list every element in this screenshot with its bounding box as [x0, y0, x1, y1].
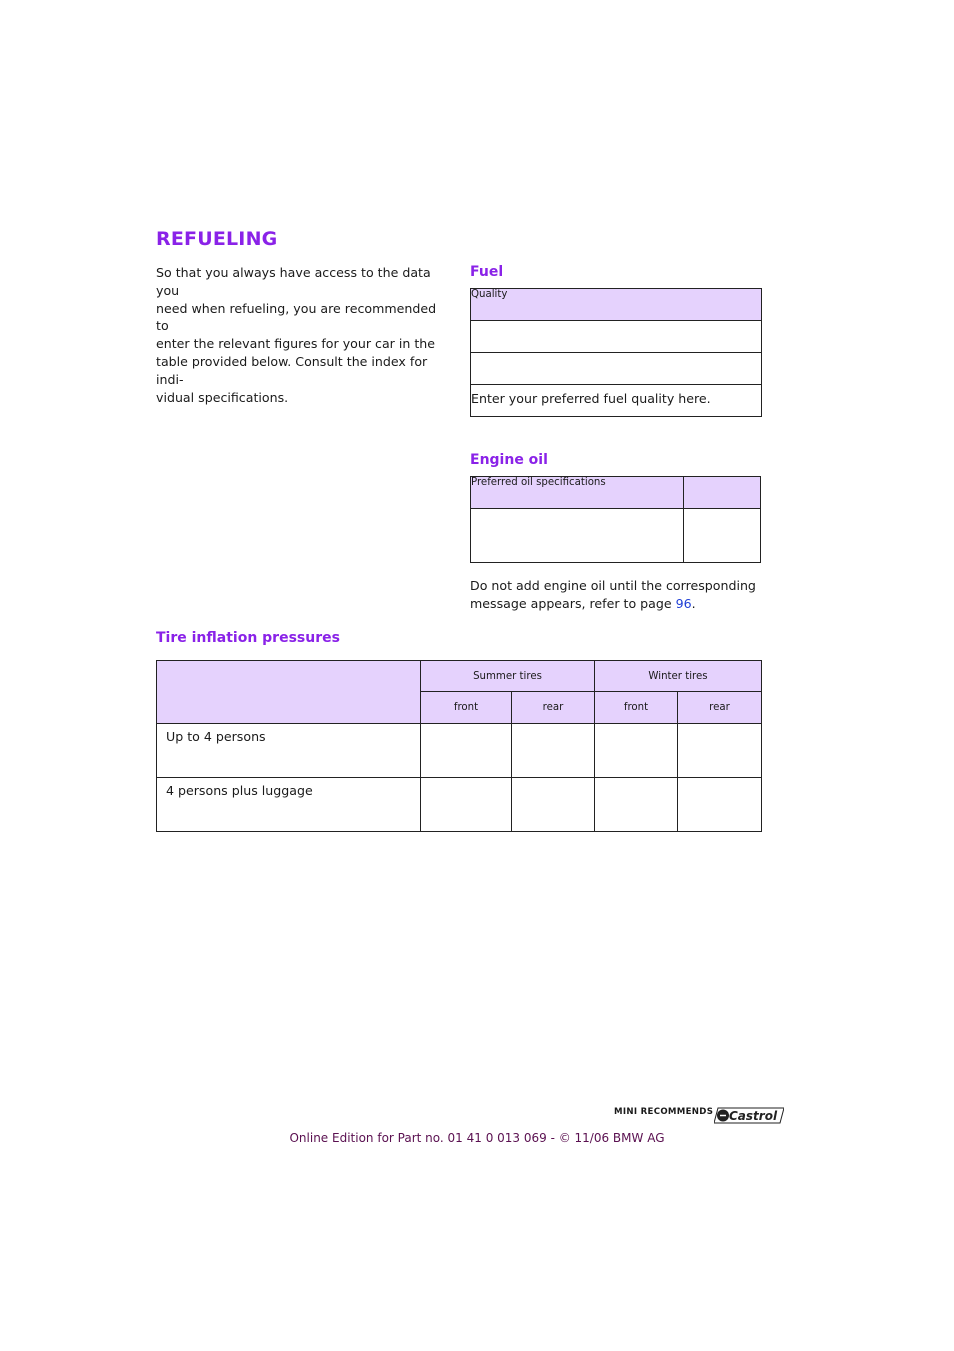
edition-text: Online Edition for Part no. 01 41 0 013 069 - © 11/06 BMW AG [289, 1131, 665, 1145]
intro-line: need when refueling, you are recommended to [156, 300, 437, 334]
subheader-summer-front: front [421, 692, 512, 724]
tire-pressure-table [156, 660, 762, 832]
fuel-heading: Fuel [470, 264, 504, 280]
castrol-logo-text: Castrol [729, 1109, 778, 1123]
page-link[interactable]: 96 [675, 595, 692, 611]
value-cell[interactable] [421, 724, 512, 778]
oil-header-specifications: Preferred oil specifications [471, 477, 684, 509]
fuel-row-preferred-quality[interactable]: Enter your preferred fuel quality here. [471, 385, 762, 417]
value-cell[interactable] [595, 724, 678, 778]
engine-oil-note [470, 577, 770, 613]
intro-line: table provided below. Consult the index for indi- [156, 353, 428, 387]
note-line: Do not add engine oil until the corresponding [470, 578, 756, 593]
fuel-row[interactable] [471, 353, 762, 385]
intro-line: enter the relevant figures for your car in the [156, 336, 435, 352]
tires-heading: Tire inflation pressures [156, 630, 340, 646]
value-cell[interactable] [678, 724, 762, 778]
fuel-row[interactable] [471, 321, 762, 353]
note-period: . [691, 595, 696, 611]
intro-line: So that you always have access to the data you [156, 265, 431, 298]
fuel-header-quality: Quality [471, 289, 762, 321]
subheader-winter-rear: rear [678, 692, 762, 724]
header-winter-tires: Winter tires [595, 661, 762, 692]
header-summer-tires: Summer tires [421, 661, 595, 692]
page-title: REFUELING [156, 228, 278, 250]
oil-spec-cell[interactable] [471, 509, 684, 563]
engine-oil-heading: Engine oil [470, 452, 548, 468]
mini-recommends-label: MINI RECOMMENDS [614, 1107, 714, 1117]
value-cell[interactable] [595, 778, 678, 832]
subheader-summer-rear: rear [512, 692, 595, 724]
note-line [470, 595, 770, 613]
value-cell[interactable] [512, 778, 595, 832]
oil-value-cell[interactable] [684, 509, 761, 563]
subheader-winter-front: front [595, 692, 678, 724]
row-label-4-persons-plus-luggage: 4 persons plus luggage [157, 778, 421, 832]
oil-header-right [684, 477, 761, 509]
castrol-logo [714, 1106, 784, 1125]
footer-edition [0, 1131, 954, 1145]
table-row [157, 778, 762, 832]
fuel-table [470, 288, 762, 417]
value-cell[interactable] [512, 724, 595, 778]
value-cell[interactable] [421, 778, 512, 832]
note-text: message appears, refer to page [470, 595, 676, 611]
intro-paragraph [156, 264, 451, 406]
row-label-up-to-4-persons: Up to 4 persons [157, 724, 421, 778]
value-cell[interactable] [678, 778, 762, 832]
tires-header-empty [157, 661, 421, 724]
engine-oil-table [470, 476, 761, 563]
table-row [157, 724, 762, 778]
intro-line: vidual specifications. [156, 389, 289, 405]
